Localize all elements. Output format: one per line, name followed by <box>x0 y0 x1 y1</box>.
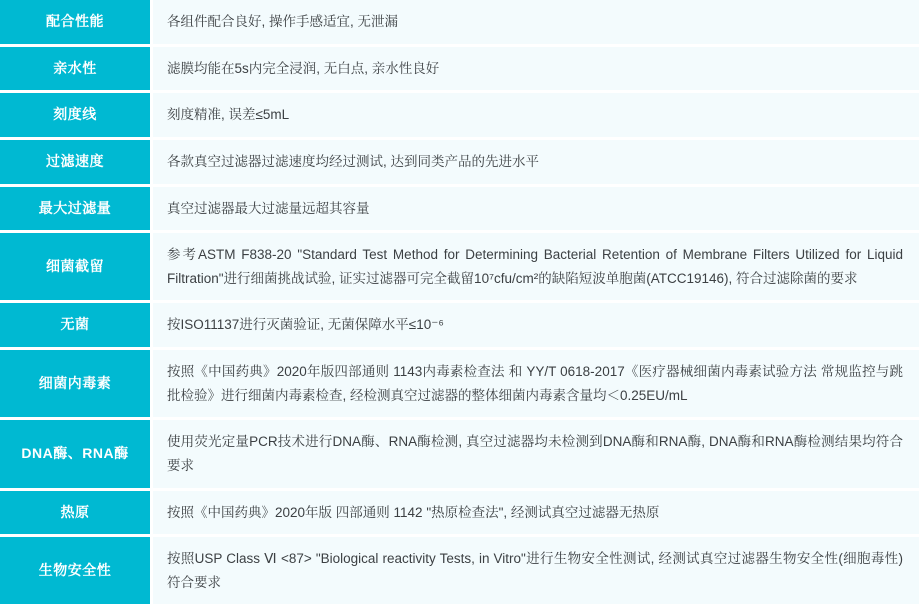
row-label: 刻度线 <box>0 92 152 139</box>
row-label: 热原 <box>0 489 152 536</box>
row-value-text: 各款真空过滤器过滤速度均经过测试, 达到同类产品的先进水平 <box>167 150 903 174</box>
row-label: 配合性能 <box>0 0 152 45</box>
row-value-text: 滤膜均能在5s内完全浸润, 无白点, 亲水性良好 <box>167 57 903 81</box>
table-row <box>0 302 919 349</box>
row-value <box>152 302 919 349</box>
table-row <box>0 489 919 536</box>
table-row <box>0 232 919 302</box>
row-label: 亲水性 <box>0 45 152 92</box>
table-row <box>0 185 919 232</box>
table-row <box>0 419 919 489</box>
row-value <box>152 536 919 606</box>
row-label: 细菌截留 <box>0 232 152 302</box>
row-value <box>152 232 919 302</box>
row-value <box>152 45 919 92</box>
row-value-text: 真空过滤器最大过滤量远超其容量 <box>167 197 903 221</box>
row-value-text: 各组件配合良好, 操作手感适宜, 无泄漏 <box>167 10 903 34</box>
row-value-text: 按照USP Class Ⅵ <87> "Biological reactivity Tests, in Vitro"进行生物安全性测试, 经测试真空过滤器生物安全性(细胞毒性)符合要求 <box>167 547 903 594</box>
row-value <box>152 185 919 232</box>
row-label: 细菌内毒素 <box>0 349 152 419</box>
table-row <box>0 92 919 139</box>
row-value-text: 使用荧光定量PCR技术进行DNA酶、RNA酶检测, 真空过滤器均未检测到DNA酶和RNA酶, DNA酶和RNA酶检测结果均符合要求 <box>167 430 903 477</box>
row-label: 生物安全性 <box>0 536 152 606</box>
row-value <box>152 349 919 419</box>
row-value-text: 参考ASTM F838-20 "Standard Test Method for Determining Bacterial Retention of Membrane Filters Utilized for Liquid Filtration"进行细菌挑战试验, 证实过滤器可完全截留10⁷cfu/cm²的缺陷短波单胞菌(ATCC19146), 符合过滤除菌的要求 <box>167 243 903 290</box>
table-row <box>0 45 919 92</box>
row-label: 过滤速度 <box>0 138 152 185</box>
table-row <box>0 0 919 45</box>
table-row <box>0 536 919 606</box>
row-value <box>152 0 919 45</box>
row-label: DNA酶、RNA酶 <box>0 419 152 489</box>
row-value-text: 按照《中国药典》2020年版四部通则 1143内毒素检查法 和 YY/T 0618-2017《医疗器械细菌内毒素试验方法 常规监控与跳批检验》进行细菌内毒素检查, 经检测真空过滤器的整体细菌内毒素含量均＜0.25EU/mL <box>167 360 903 407</box>
row-value-text: 按照《中国药典》2020年版 四部通则 1142 "热原检查法", 经测试真空过滤器无热原 <box>167 501 903 525</box>
row-value-text: 刻度精准, 误差≤5mL <box>167 103 903 127</box>
row-value <box>152 92 919 139</box>
table-row <box>0 349 919 419</box>
table-row <box>0 138 919 185</box>
row-label: 最大过滤量 <box>0 185 152 232</box>
row-value-text: 按ISO11137进行灭菌验证, 无菌保障水平≤10⁻⁶ <box>167 313 903 337</box>
row-value <box>152 138 919 185</box>
row-value <box>152 489 919 536</box>
row-value <box>152 419 919 489</box>
row-label: 无菌 <box>0 302 152 349</box>
